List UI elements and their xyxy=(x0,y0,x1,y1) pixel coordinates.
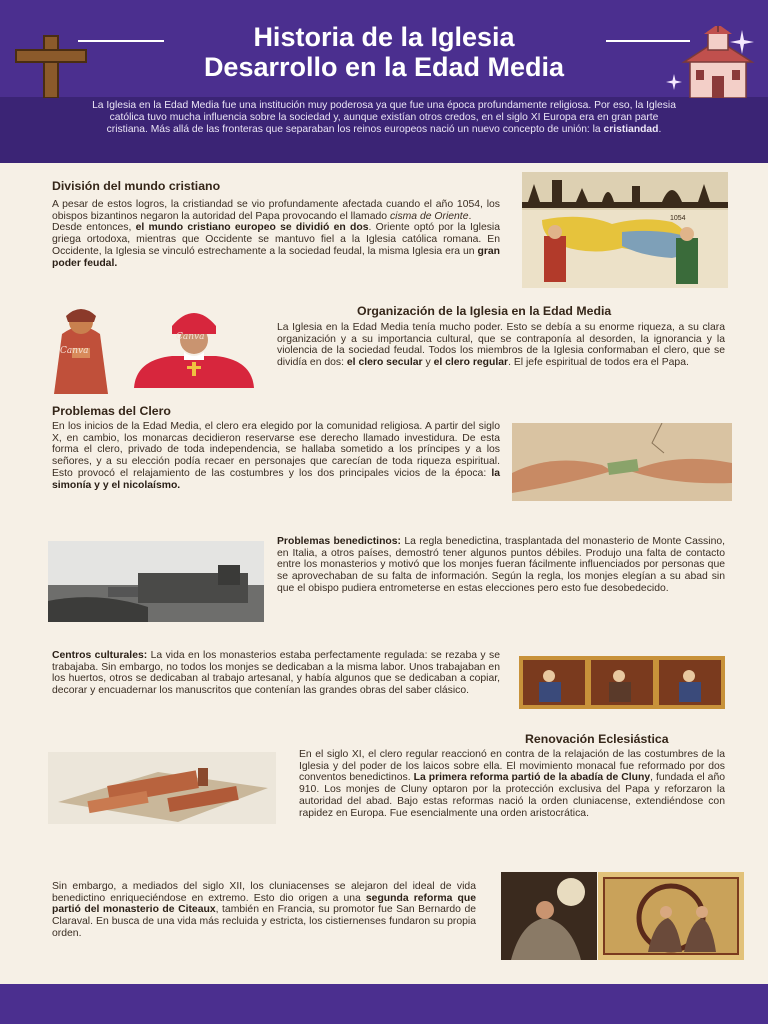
organizacion-text xyxy=(277,322,725,369)
centros-title: Centros culturales: xyxy=(52,650,148,661)
division-p1: A pesar de estos logros, la cristiandad se vio profundamente afectada cuando el año 1054, los obispos bizantinos negaron la autoridad del Papa provocando el llamado xyxy=(52,199,500,222)
benedictinos-body: La regla benedictina, trasplantada del monasterio de Monte Cassino, en Italia, a otros países, demostró tener algunos puntos débiles. Produjo una falta de contacto entre los monasterios y motivó que los monjes fueran fácilmente influenciados por personas que se aprovechaban de su falta de información. Según la regla, los monjes elegían a su abad sin que el obispo pudiera entrometerse en estas elecciones pero esto fue desobedecido. xyxy=(277,536,726,594)
footer-band xyxy=(0,984,768,1024)
centros-text xyxy=(52,650,500,697)
problemas-text xyxy=(52,421,500,491)
title-line-1: Historia de la Iglesia xyxy=(253,22,515,52)
medieval-map-image xyxy=(522,172,728,288)
simonia-nicolaismo: la simonía y y el nicolaísmo. xyxy=(52,467,500,491)
renovacion-text xyxy=(299,749,725,819)
centros-body: La vida en los monasterios estaba perfectamente regulada: se rezaba y se trabajaba. Sin embargo, no todos los monjes se dedicaban a la misma labor. Unos trabajaban en los huertos, otros se dedicaban al trabajo artesanal, y había algunos que se dedicaban a copiar, decorar y encuadernar los manuscritos que contenían las grandes obras del saber clásico. xyxy=(52,650,500,697)
section-title-problemas: Problemas del Clero xyxy=(52,404,171,418)
reforma-cluny: La primera reforma partió de la abadía de Cluny xyxy=(413,772,651,784)
citeaux-text xyxy=(52,881,476,940)
division-p2-b: . Oriente optó por la Iglesia griega ortodoxa, mientras que Occidente se mantuvo fiel a la Iglesia católica romana. En Occidente, la Iglesia se vinculó estrechamente a la sociedad feudal, la misma Iglesia era un xyxy=(52,222,501,257)
division-text xyxy=(52,199,500,269)
organizacion-and: y xyxy=(422,357,434,369)
section-title-division: División del mundo cristiano xyxy=(52,179,221,193)
organizacion-body: La Iglesia en la Edad Media tenía mucho poder. Esto se debía a su enorme riqueza, a su clara organización y a su importancia cultural, que se contraponía al desorden, la ignorancia y la violencia de la sociedad feudal. Todos los miembros de la Iglesia conformaban el clero, que se dividía en dos: xyxy=(277,322,725,369)
division-p2: Desde entonces, xyxy=(52,222,136,234)
title-line-2: Desarrollo en la Edad Media xyxy=(203,52,565,82)
intro-text xyxy=(88,100,680,137)
canva-watermark: Canva xyxy=(176,332,205,342)
benedictinos-text xyxy=(277,536,725,595)
intro-body: La Iglesia en la Edad Media fue una institución muy poderosa ya que fue una época profundamente religiosa. Por eso, la Iglesia católica tuvo mucha influencia sobre la sociedad y, aunque existían otros credos, en el siglo XI Europa era en gran parte cristiana. Más allá de las fronteras que separaban los reinos europeos nació un nuevo concepto de unión: la xyxy=(92,100,676,136)
monk-illustration xyxy=(44,304,118,394)
illuminated-letter-image xyxy=(598,872,744,960)
clero-secular: el clero secular xyxy=(346,357,423,369)
citeaux-body: Sin embargo, a mediados del siglo XII, los cluniacenses se alejaron del ideal de vida benedictino enriqueciéndose en extremo. Esto dio origen a una xyxy=(52,881,476,904)
division-italic: cisma de Oriente xyxy=(389,210,469,222)
monte-cassino-image xyxy=(48,541,264,622)
cardinal-illustration xyxy=(132,304,256,388)
intro-end: . xyxy=(658,124,662,136)
renovacion-body: En el siglo XI, el clero regular reaccionó en contra de la relajación de las costumbres de la Iglesia y del poder de los laicos sobre ella. El movimiento monacal fue reformado por dos conventos benedictinos. xyxy=(299,749,725,784)
benedictinos-title: Problemas benedictinos: xyxy=(277,536,402,547)
division-bold-2: gran poder feudal. xyxy=(52,245,500,269)
page-title xyxy=(0,22,768,82)
organizacion-end: . El jefe espiritual de todos era el Papa. xyxy=(508,357,689,369)
intro-bold: cristiandad xyxy=(603,124,659,136)
map-year-label: 1054 xyxy=(670,215,686,222)
clero-regular: el clero regular xyxy=(433,357,509,369)
section-title-organizacion: Organización de la Iglesia en la Edad Media xyxy=(357,304,612,318)
scribes-image xyxy=(519,656,725,709)
division-p1-end: . xyxy=(468,210,472,222)
division-bold-1: el mundo cristiano europeo se dividió en dos xyxy=(135,222,369,234)
canva-watermark: Canva xyxy=(60,346,89,356)
problemas-body: En los inicios de la Edad Media, el clero era elegido por la comunidad religiosa. A partir del siglo X, en cambio, los monarcas decidieron reservarse ese derecho llamado investidura. De esta forma el clero, privado de toda independencia, se hallaba sometido a los príncipes y a los señores, y a su elección podía recaer en personajes que carecían de toda riqueza espiritual. Esto provocó el relajamiento de las costumbres y los dos principales vicios de la época: xyxy=(52,421,500,479)
san-bernardo-image xyxy=(501,872,597,960)
citeaux-end: , también en Francia, su promotor fue San Bernardo de Claraval. En busca de una vida más recluida y estricta, los cistiernenses fundaron su propia orden. xyxy=(52,904,477,939)
hands-money-image xyxy=(512,423,732,501)
reforma-citeaux: segunda reforma que partió del monasterio de Citeaux xyxy=(52,892,476,916)
cluny-abbey-image xyxy=(48,752,276,824)
renovacion-end: , fundada el año 910. Los monjes de Cluny optaron por la protección exclusiva del Papa y reforzaron la autoridad del abad. Bajo estas reformas nació la orden cluniacense, extendiéndose con rapidez en Europa. Fue esencialmente una orden aristocrática. xyxy=(299,772,726,819)
section-title-renovacion: Renovación Eclesiástica xyxy=(525,732,669,746)
